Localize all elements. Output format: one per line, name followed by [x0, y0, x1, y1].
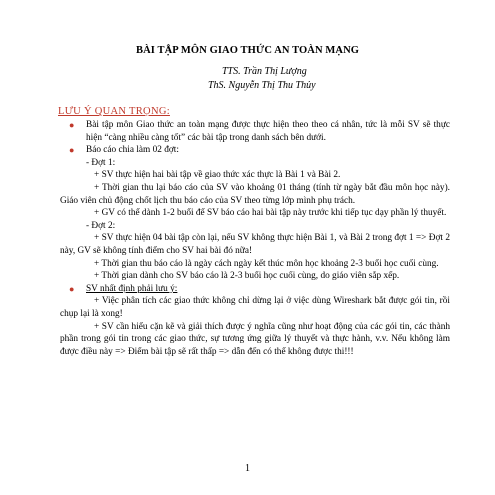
document-title: BÀI TẬP MÔN GIAO THỨC AN TOÀN MẠNG — [135, 45, 360, 56]
warning-item: + Việc phân tích các giao thức không chỉ dừng lại ở việc dùng Wireshark bắt được gói tin, rồi chụp lại là xong! — [60, 296, 450, 319]
phase-2-label: - Đợt 2: — [86, 220, 116, 231]
bullet-item — [60, 119, 450, 144]
phase-1-item: + GV có thể dành 1-2 buổi để SV báo cáo hai bài tập này trước khi tiếp tục dạy phần lý thuyết. — [94, 208, 447, 219]
bullet-item — [60, 144, 450, 157]
page-number: 1 — [245, 463, 250, 474]
bullet-text: Báo cáo chia làm 02 đợt: — [86, 145, 179, 156]
notes-body — [60, 119, 450, 358]
bullet-item — [60, 283, 450, 296]
bullet-icon: ● — [69, 145, 75, 156]
author-2: ThS. Nguyễn Thị Thu Thủy — [208, 80, 316, 91]
phase-1-item: + SV thực hiện hai bài tập về giao thức xác thực là Bài 1 và Bài 2. — [94, 170, 341, 181]
bullet-text: Bài tập môn Giao thức an toàn mạng được thực hiện theo theo cá nhân, tức là mỗi SV sẽ thực hiện “càng nhiều càng tốt” các bài tập trong danh sách bên dưới. — [86, 120, 450, 143]
bullet-text: SV nhất định phải lưu ý: — [86, 283, 178, 294]
bullet-icon: ● — [69, 120, 75, 130]
author-1: TTS. Trần Thị Lượng — [222, 66, 307, 77]
warning-item: + SV cần hiểu cặn kẽ và giải thích được ý nghĩa cũng như hoạt động của các gói tin, các thành phần trong gói tin trong các giao thức, sự tương ứng giữa lý thuyết và thực hành, v.v. Nếu không làm được điều này => Điểm bài tập sẽ rất thấp => dẫn đến có thể không được thi!!! — [60, 321, 450, 357]
phase-2-item: + SV thực hiện 04 bài tập còn lại, nếu SV không thực hiện Bài 1, và Bài 2 trong đợt 1 => Đợt 2 này, GV sẽ không tính điểm cho SV hai bài đó nữa! — [60, 233, 450, 256]
notes-heading: LƯU Ý QUAN TRỌNG: — [58, 106, 170, 117]
phase-2-item: + Thời gian thu báo cáo là ngày cách ngày kết thúc môn học khoảng 2-3 buổi học cuối cùng. — [94, 258, 439, 269]
phase-2-item: + Thời gian dành cho SV báo cáo là 2-3 buổi học cuối cùng, do giáo viên sắp xếp. — [94, 271, 400, 282]
bullet-icon: ● — [69, 283, 75, 294]
phase-1-label: - Đợt 1: — [86, 157, 116, 168]
phase-1-item: + Thời gian thu lại báo cáo của SV vào khoảng 01 tháng (tính từ ngày bắt đầu môn học này). Giáo viên chủ động chốt lịch thu báo cáo của SV theo từng lớp mình phụ trách. — [60, 182, 450, 206]
